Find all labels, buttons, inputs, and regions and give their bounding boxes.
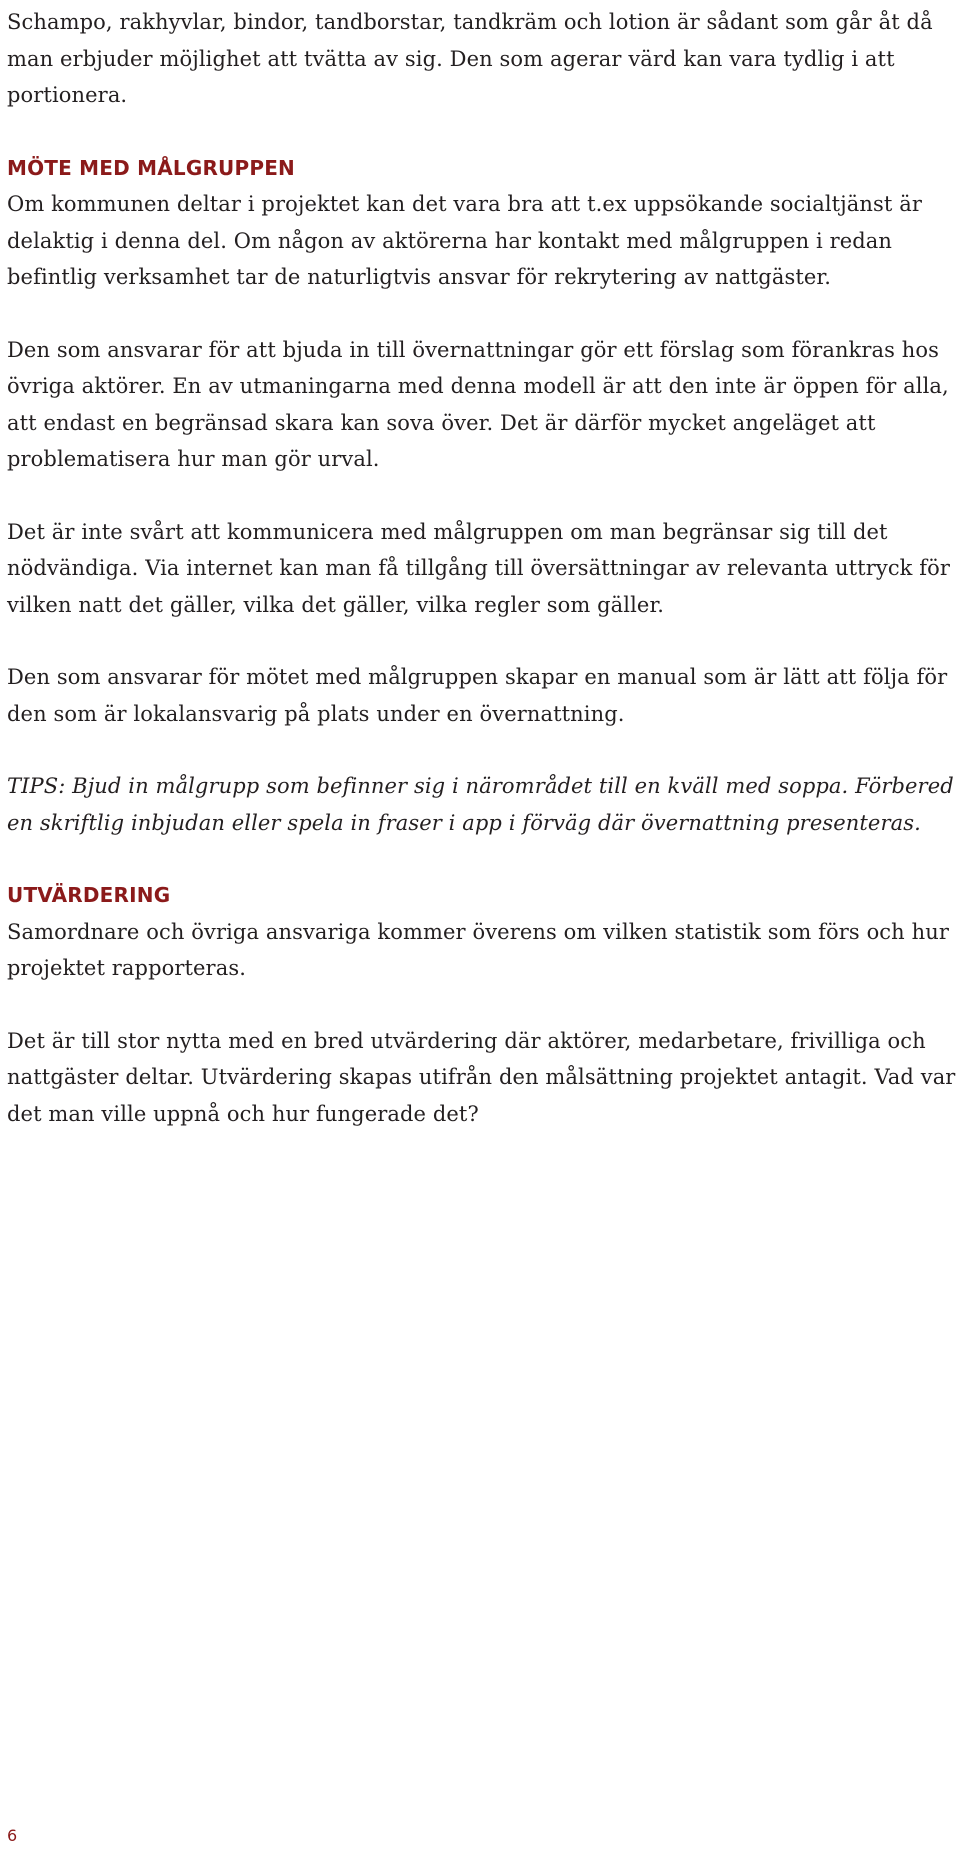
section-heading-meeting: MÖTE MED MÅLGRUPPEN: [7, 155, 295, 180]
evaluation-paragraph: Det är till stor nytta med en bred utvärdering där aktörer, medarbetare, frivilliga och nattgäster deltar. Utvärdering skapas utifrån den målsättning projektet antagit. Vad var det man ville uppnå och hur fungerade det?: [7, 1028, 956, 1126]
evaluation-paragraph: Samordnare och övriga ansvariga kommer överens om vilken statistik som förs och hur projektet rapporteras.: [7, 919, 949, 980]
meeting-paragraph: Den som ansvarar för mötet med målgruppen skapar en manual som är lätt att följa för den som är lokalansvarig på plats under en övernattning.: [7, 665, 948, 726]
meeting-paragraph: Den som ansvarar för att bjuda in till övernattningar gör ett förslag som förankras hos övriga aktörer. En av utmaningarna med denna modell är att den inte är öppen för alla, att endast en begränsad skara kan sova över. Det är därför mycket angeläget att problematisera hur man gör urval.: [7, 337, 949, 471]
meeting-paragraph: Det är inte svårt att kommunicera med målgruppen om man begränsar sig till det nödvändiga. Via internet kan man få tillgång till översättningar av relevanta uttryck för vilken natt det gäller, vilka det gäller, vilka regler som gäller.: [7, 519, 951, 617]
page-number: 6: [7, 1826, 18, 1845]
section-heading-evaluation: UTVÄRDERING: [7, 883, 171, 907]
meeting-paragraph: Om kommunen deltar i projektet kan det vara bra att t.ex uppsökande socialtjänst är delaktig i denna del. Om någon av aktörerna har kontakt med målgruppen i redan befintlig verksamhet tar de naturligtvis ansvar för rekrytering av nattgäster.: [7, 192, 922, 289]
tips-paragraph: TIPS: Bjud in målgrupp som befinner sig i närområdet till en kväll med soppa. Förbered en skriftlig inbjudan eller spela in fraser i app i förväg där övernattning presenteras.: [7, 774, 954, 835]
page-content: [7, 4, 957, 1132]
intro-paragraph: Schampo, rakhyvlar, bindor, tandborstar, tandkräm och lotion är sådant som går åt då man erbjuder möjlighet att tvätta av sig. Den som agerar värd kan vara tydlig i att portionera.: [7, 10, 933, 107]
